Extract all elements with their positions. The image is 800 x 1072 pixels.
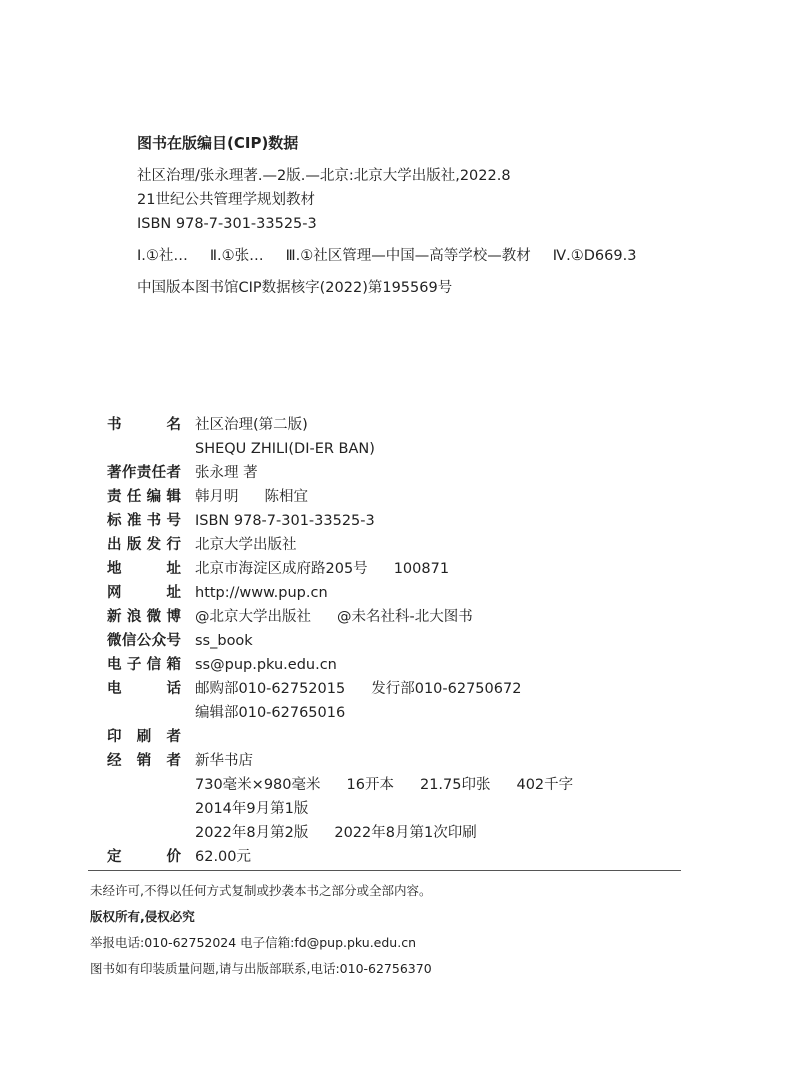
- info-row: [107, 701, 707, 725]
- info-value-part: 社区治理(第二版): [195, 417, 308, 433]
- info-value-part: 402千字: [516, 777, 574, 793]
- info-label: 新浪微博: [107, 609, 181, 625]
- copyright-footer: [90, 878, 710, 982]
- cip-classification-line: [137, 244, 717, 268]
- info-value-part: 62.00元: [195, 849, 252, 865]
- footer-divider: [88, 870, 681, 871]
- info-value: [195, 581, 328, 605]
- info-row: [107, 821, 707, 845]
- info-value: [195, 533, 297, 557]
- info-value-part: ss@pup.pku.edu.cn: [195, 657, 337, 673]
- info-row: [107, 629, 707, 653]
- info-value-part: 北京市海淀区成府路205号: [195, 561, 368, 577]
- info-label: 定价: [107, 849, 181, 865]
- cip-record-number: 中国版本图书馆CIP数据核字(2022)第195569号: [137, 280, 453, 296]
- info-value: [195, 653, 337, 677]
- classification-1: Ⅰ.①社…: [137, 248, 188, 264]
- info-value: [195, 437, 375, 461]
- info-row: [107, 557, 707, 581]
- info-label: 印刷者: [107, 729, 181, 745]
- info-label: [107, 701, 181, 725]
- info-value-part: 邮购部010-62752015: [195, 681, 346, 697]
- info-row: [107, 605, 707, 629]
- cip-series-line: 21世纪公共管理学规划教材: [137, 192, 315, 208]
- info-row: [107, 413, 707, 437]
- info-row: [107, 797, 707, 821]
- classification-2: Ⅱ.①张…: [209, 248, 264, 264]
- info-row: [107, 581, 707, 605]
- info-label: 电子信箱: [107, 657, 181, 673]
- info-value: [195, 413, 308, 437]
- quality-contact: 图书如有印装质量问题,请与出版部联系,电话:010-62756370: [90, 961, 432, 976]
- info-label: [107, 773, 181, 797]
- info-value-part: 21.75印张: [419, 777, 491, 793]
- info-value-part: 陈相宜: [264, 489, 308, 505]
- classification-3: Ⅲ.①社区管理—中国—高等学校—教材: [285, 248, 531, 264]
- info-row: [107, 653, 707, 677]
- info-value-part: 发行部010-62750672: [371, 681, 522, 697]
- info-row: [107, 509, 707, 533]
- info-value: [195, 677, 521, 701]
- info-row: [107, 461, 707, 485]
- info-label: 经销者: [107, 753, 181, 769]
- info-value-part: 16开本: [346, 777, 394, 793]
- cip-heading: 图书在版编目(CIP)数据: [137, 134, 299, 152]
- info-value-part: 730毫米×980毫米: [195, 777, 321, 793]
- info-row: [107, 749, 707, 773]
- info-value-part: ISBN 978-7-301-33525-3: [195, 513, 375, 529]
- info-value: [195, 797, 308, 821]
- info-row: [107, 773, 707, 797]
- info-label: 书名: [107, 417, 181, 433]
- info-label: 网址: [107, 585, 181, 601]
- info-row: [107, 845, 707, 869]
- publication-info-table: [107, 413, 707, 869]
- info-label: 地址: [107, 561, 181, 577]
- info-row: [107, 533, 707, 557]
- info-row: [107, 725, 707, 749]
- info-value-part: @未名社科-北大图书: [337, 609, 473, 625]
- info-value: [195, 605, 473, 629]
- cip-data-block: [137, 132, 717, 300]
- info-value: [195, 485, 308, 509]
- info-label: 电话: [107, 681, 181, 697]
- info-label: 著作责任者: [107, 465, 181, 481]
- info-value-part: 2022年8月第1次印刷: [334, 825, 477, 841]
- info-label: 微信公众号: [107, 633, 181, 649]
- info-row: [107, 437, 707, 461]
- info-value: [195, 629, 253, 653]
- info-value-part: 新华书店: [195, 753, 253, 769]
- info-value: [195, 461, 258, 485]
- info-label: 责任编辑: [107, 489, 181, 505]
- info-row: [107, 677, 707, 701]
- info-value-part: @北京大学出版社: [195, 609, 311, 625]
- info-value: [195, 557, 449, 581]
- info-value: [195, 701, 345, 725]
- info-value-part: SHEQU ZHILI(DI-ER BAN): [195, 441, 375, 457]
- info-value: [195, 509, 375, 533]
- info-value-part: 张永理 著: [195, 465, 258, 481]
- report-contact: 举报电话:010-62752024 电子信箱:fd@pup.pku.edu.cn: [90, 935, 416, 950]
- info-value-part: http://www.pup.cn: [195, 585, 328, 601]
- classification-4: Ⅳ.①D669.3: [552, 248, 637, 264]
- info-row: [107, 485, 707, 509]
- info-value: [195, 749, 253, 773]
- info-value-part: 100871: [393, 561, 450, 577]
- info-value-part: 编辑部010-62765016: [195, 705, 346, 721]
- rights-reserved: 版权所有,侵权必究: [90, 909, 195, 924]
- info-value-part: 2014年9月第1版: [195, 801, 309, 817]
- cip-title-line: 社区治理/张永理著.—2版.—北京:北京大学出版社,2022.8: [137, 168, 511, 184]
- info-value-part: 2022年8月第2版: [195, 825, 309, 841]
- info-label: [107, 437, 181, 461]
- cip-isbn-line: ISBN 978-7-301-33525-3: [137, 216, 317, 232]
- info-label: [107, 797, 181, 821]
- info-label: 出版发行: [107, 537, 181, 553]
- info-value: [195, 845, 251, 869]
- info-value-part: 韩月明: [195, 489, 239, 505]
- copyright-notice: 未经许可,不得以任何方式复制或抄袭本书之部分或全部内容。: [90, 883, 432, 898]
- info-value-part: ss_book: [195, 633, 253, 649]
- info-value: [195, 821, 477, 845]
- info-label: [107, 821, 181, 845]
- info-value: [195, 773, 573, 797]
- info-label: 标准书号: [107, 513, 181, 529]
- info-value-part: 北京大学出版社: [195, 537, 297, 553]
